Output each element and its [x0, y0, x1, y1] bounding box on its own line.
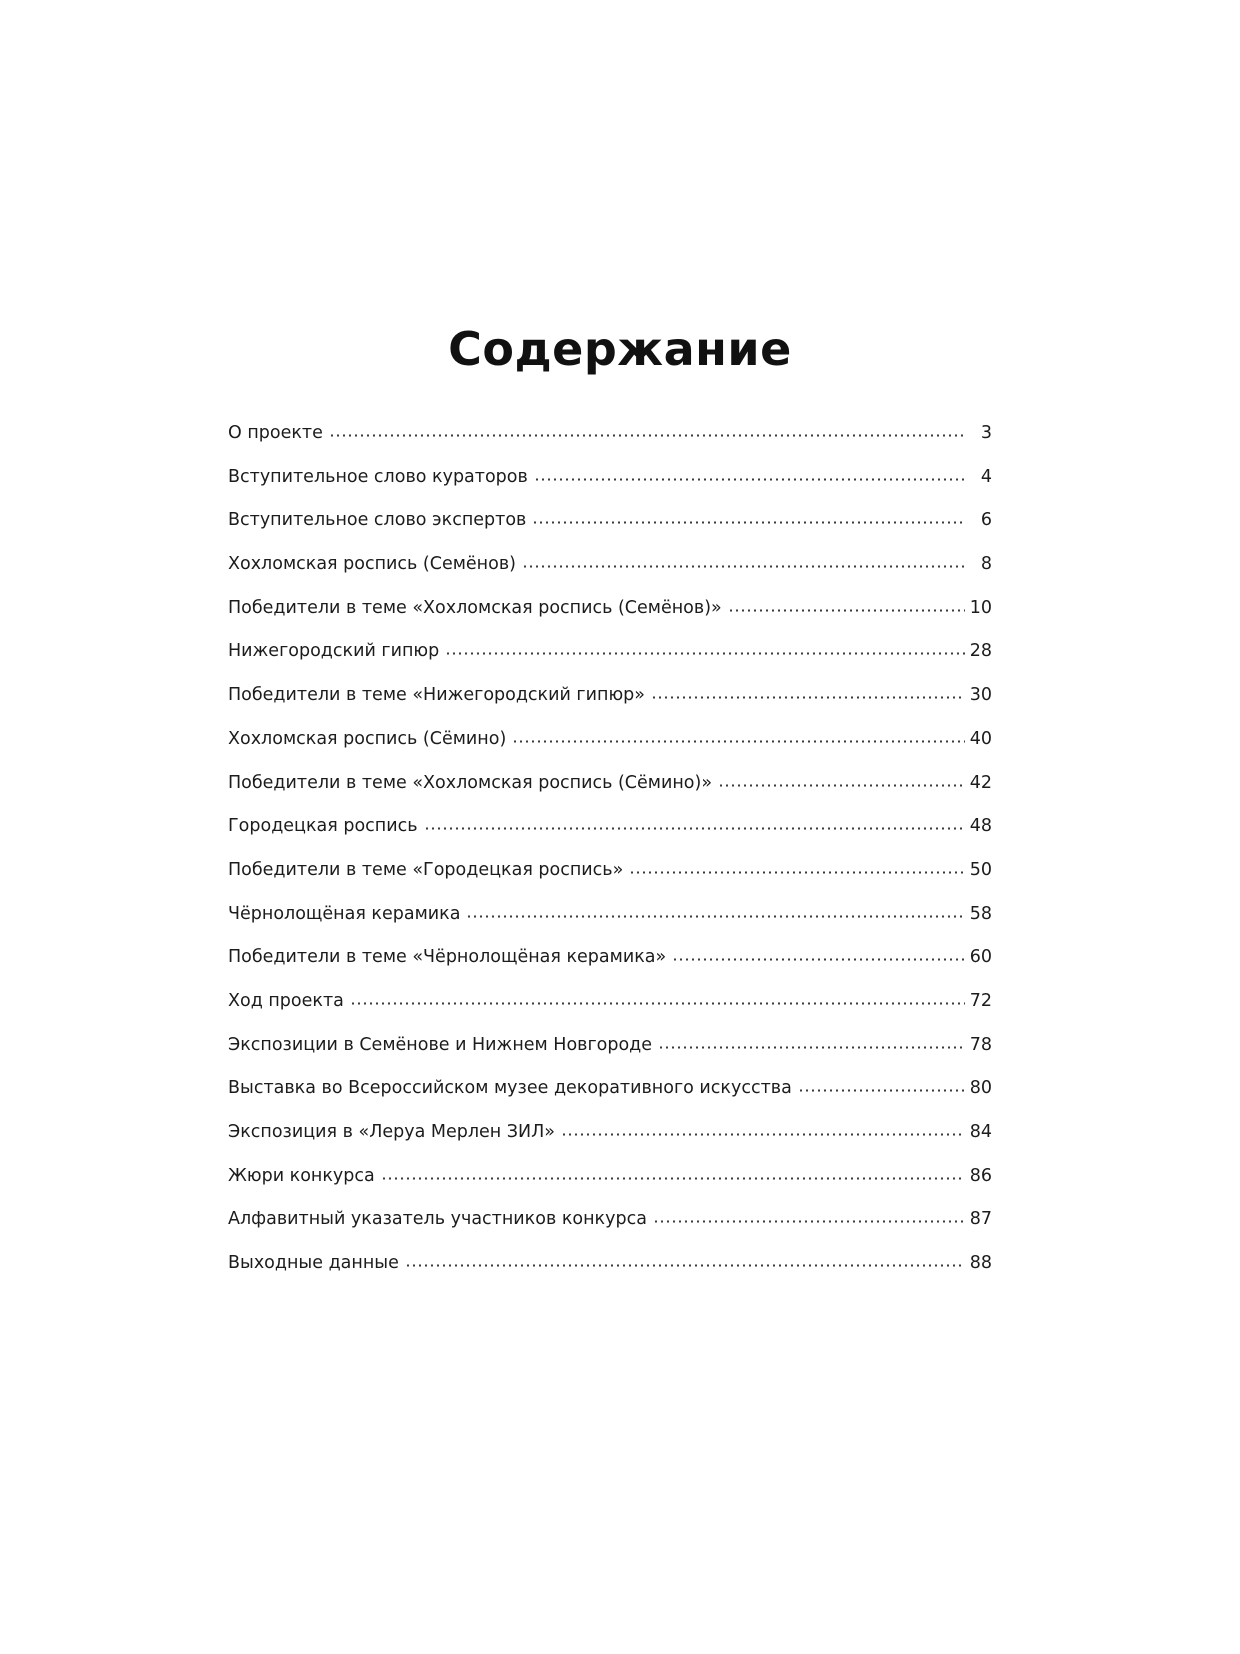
toc-leader-dots — [532, 511, 965, 525]
toc-leader-dots — [718, 774, 965, 788]
toc-leader-dots — [728, 599, 965, 613]
toc-leader-dots — [424, 817, 965, 831]
toc-entry-label: Экспозиция в «Леруа Мерлен ЗИЛ» — [228, 1122, 555, 1142]
toc-entry-page: 50 — [969, 859, 992, 880]
toc-leader-dots — [350, 992, 965, 1006]
toc-entry-page: 58 — [969, 903, 992, 924]
toc-row — [228, 774, 992, 818]
toc-entry-page: 8 — [980, 554, 992, 575]
toc-row — [228, 424, 992, 468]
toc-leader-dots — [329, 424, 965, 438]
toc-leader-dots — [798, 1079, 965, 1093]
toc-entry-label: Жюри конкурса — [228, 1165, 375, 1186]
toc-leader-dots — [561, 1123, 965, 1137]
toc-entry-page: 80 — [969, 1078, 992, 1099]
toc-leader-dots — [653, 1210, 965, 1224]
toc-row — [228, 730, 992, 774]
toc-entry-label: Выходные данные — [228, 1253, 399, 1274]
toc-row — [228, 1167, 992, 1211]
toc-entry-page: 30 — [969, 685, 992, 706]
toc-entry-page: 78 — [969, 1034, 992, 1055]
toc-entry-label: Вступительное слово экспертов — [228, 510, 527, 531]
toc-leader-dots — [629, 861, 964, 875]
toc-entry-label: Алфавитный указатель участников конкурса — [228, 1209, 647, 1230]
toc-entry-page: 86 — [969, 1165, 992, 1186]
toc-row — [228, 468, 992, 512]
toc-entry-label: Ход проекта — [228, 990, 344, 1011]
toc-row — [228, 905, 992, 949]
toc-row — [228, 686, 992, 730]
toc-entry-label: Победители в теме «Хохломская роспись (Сёмино)» — [228, 772, 713, 793]
toc-entry-label: Выставка во Всероссийском музее декоративного искусства — [228, 1078, 792, 1099]
toc-leader-dots — [405, 1254, 965, 1268]
toc-row — [228, 1079, 992, 1123]
toc-entry-label: Вступительное слово кураторов — [228, 466, 528, 487]
toc-entry-label: О проекте — [228, 423, 323, 443]
toc-entry-page: 4 — [980, 466, 992, 487]
toc-row — [228, 861, 992, 905]
toc-entry-label: Экспозиции в Семёнове и Нижнем Новгороде — [228, 1034, 653, 1055]
toc-row — [228, 817, 992, 861]
toc-entry-label: Победители в теме «Городецкая роспись» — [228, 859, 624, 880]
toc-row — [228, 599, 992, 643]
toc-entry-page: 60 — [969, 947, 992, 968]
toc-entry-page: 42 — [969, 772, 992, 793]
toc-leader-dots — [381, 1167, 965, 1181]
toc-leader-dots — [512, 730, 964, 744]
toc-row — [228, 511, 992, 555]
toc-entry-page: 3 — [980, 423, 992, 443]
toc-leader-dots — [651, 686, 965, 700]
toc-entry-page: 48 — [969, 816, 992, 837]
toc-entry-page: 6 — [980, 510, 992, 531]
toc-entry-label: Победители в теме «Хохломская роспись (Семёнов)» — [228, 597, 722, 618]
toc-list — [228, 424, 992, 1298]
toc-leader-dots — [522, 555, 965, 569]
toc-entry-page: 87 — [969, 1209, 992, 1230]
toc-row — [228, 642, 992, 686]
toc-row — [228, 1210, 992, 1254]
toc-entry-label: Победители в теме «Нижегородский гипюр» — [228, 685, 645, 706]
toc-entry-label: Хохломская роспись (Сёмино) — [228, 728, 507, 749]
toc-entry-page: 40 — [969, 728, 992, 749]
toc-row — [228, 1123, 992, 1167]
toc-entry-page: 88 — [969, 1253, 992, 1274]
toc-entry-page: 72 — [969, 990, 992, 1011]
toc-leader-dots — [658, 1036, 965, 1050]
toc-leader-dots — [466, 905, 964, 919]
toc-entry-label: Нижегородский гипюр — [228, 641, 440, 662]
toc-entry-page: 84 — [969, 1122, 992, 1142]
toc-row — [228, 992, 992, 1036]
toc-row — [228, 555, 992, 599]
toc-row — [228, 1036, 992, 1080]
toc-entry-label: Победители в теме «Чёрнолощёная керамика» — [228, 947, 667, 968]
toc-entry-label: Хохломская роспись (Семёнов) — [228, 554, 516, 575]
toc-row — [228, 948, 992, 992]
toc-title: Содержание — [448, 322, 792, 376]
toc-entry-label: Городецкая роспись — [228, 816, 418, 837]
toc-entry-page: 28 — [969, 641, 992, 662]
toc-entry-label: Чёрнолощёная керамика — [228, 903, 461, 924]
toc-leader-dots — [534, 468, 965, 482]
toc-leader-dots — [672, 948, 965, 962]
toc-row — [228, 1254, 992, 1298]
toc-entry-page: 10 — [969, 597, 992, 618]
toc-leader-dots — [445, 642, 964, 656]
